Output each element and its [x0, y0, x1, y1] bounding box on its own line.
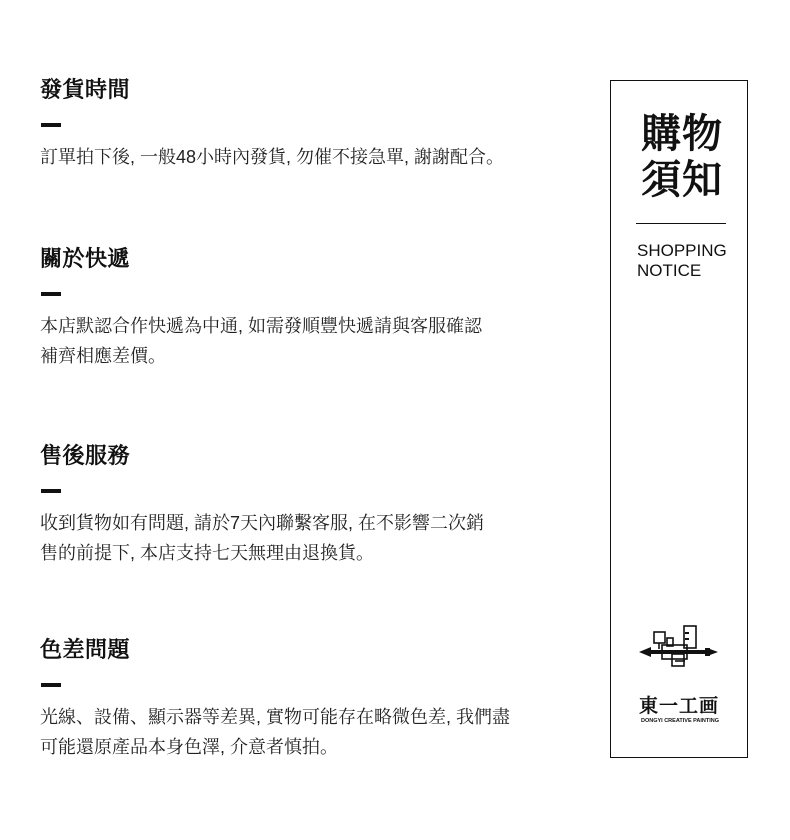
- notice-subtitle: [637, 241, 737, 281]
- section-title: 關於快遞: [40, 246, 131, 271]
- body-line: 光線、設備、顯示器等差異, 實物可能存在略微色差, 我們盡: [40, 707, 511, 727]
- body-line: 可能還原產品本身色澤, 介意者慎拍。: [40, 737, 339, 757]
- section-body: [40, 508, 570, 568]
- section-courier: [40, 246, 570, 366]
- body-line: 收到貨物如有問題, 請於7天內聯繫客服, 在不影響二次銷: [40, 513, 485, 533]
- notice-subtitle-line: NOTICE: [637, 261, 702, 280]
- notice-panel: [610, 80, 748, 758]
- brush-logo-icon: [637, 623, 719, 675]
- notice-title-line: 購物: [641, 112, 723, 156]
- title-dash: [41, 123, 61, 127]
- section-color-difference: [40, 637, 570, 757]
- notice-subtitle-line: SHOPPING: [637, 241, 727, 260]
- logo-tagline: DONGYI CREATIVE PAINTING: [640, 718, 720, 724]
- logo-name: 東一工画: [638, 696, 719, 717]
- section-body: [40, 702, 570, 762]
- title-dash: [41, 683, 61, 687]
- notice-divider: [636, 223, 726, 224]
- notice-title-line: 須知: [641, 158, 723, 202]
- section-body: [40, 311, 570, 371]
- section-title: 色差問題: [40, 637, 131, 662]
- section-title: 發貨時間: [40, 77, 131, 102]
- body-line: 訂單拍下後, 一般48小時內發貨, 勿催不接急單, 謝謝配合。: [40, 147, 505, 167]
- section-title: 售後服務: [40, 443, 131, 468]
- section-shipping-time: [40, 77, 570, 167]
- title-dash: [41, 489, 61, 493]
- title-dash: [41, 292, 61, 296]
- body-line: 本店默認合作快遞為中通, 如需發順豐快遞請與客服確認: [40, 316, 482, 336]
- body-line: 售的前提下, 本店支持七天無理由退換貨。: [40, 543, 375, 563]
- body-line: 補齊相應差價。: [40, 346, 166, 366]
- section-after-sales: [40, 443, 570, 563]
- section-body: [40, 142, 570, 172]
- notice-title: [641, 111, 731, 203]
